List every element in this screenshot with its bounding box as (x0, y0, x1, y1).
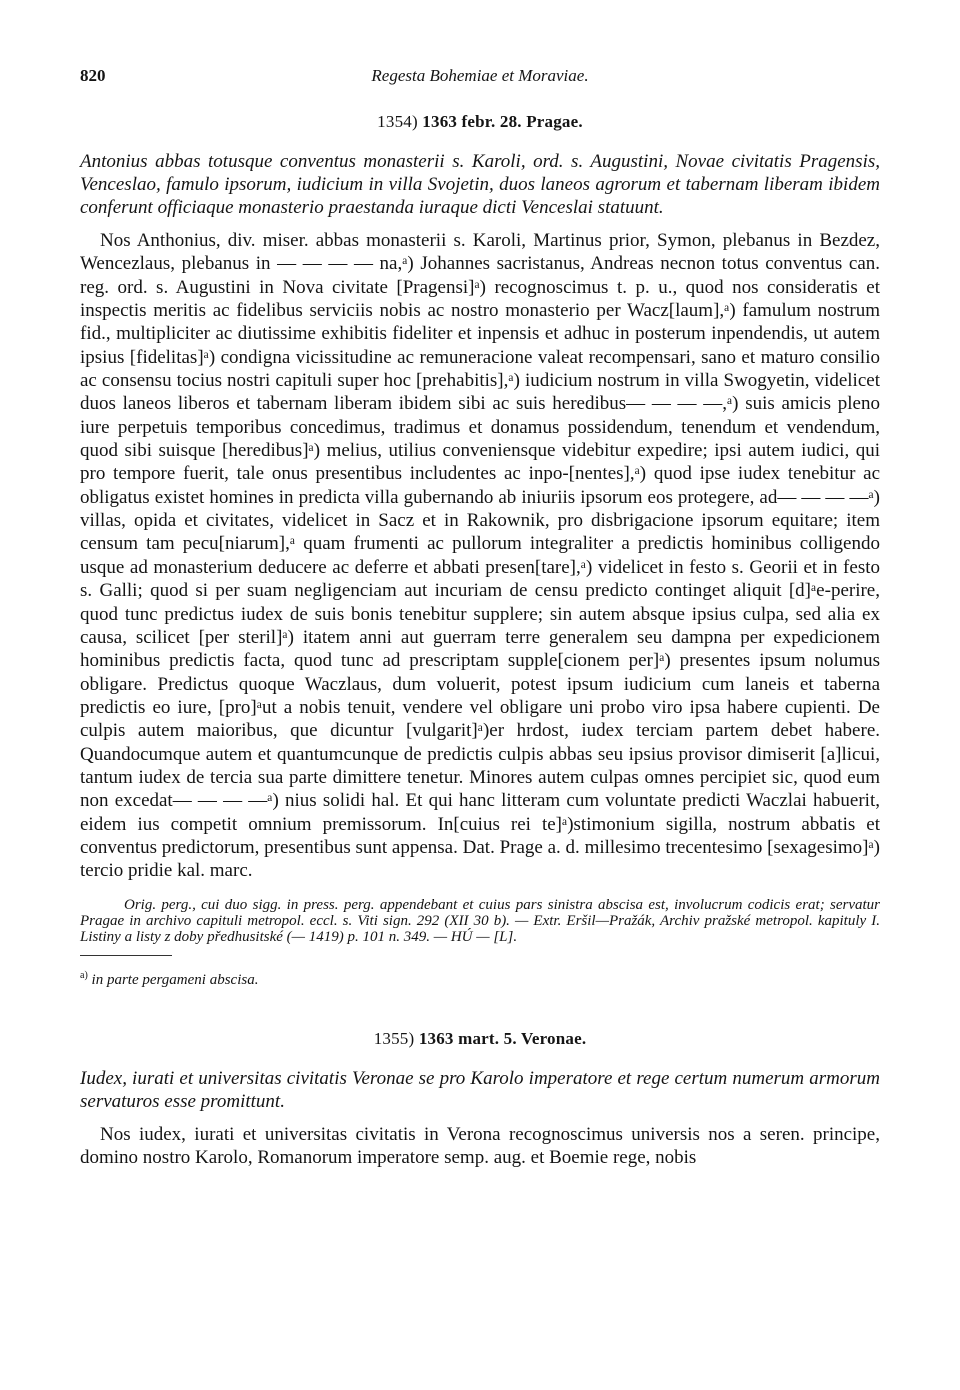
entry-number: 1355) (373, 1028, 415, 1048)
entry-regest: Antonius abbas totusque conventus monasterii s. Karoli, ord. s. Augustini, Novae civitatis Pragensis, Venceslao, famulo ipsorum, iudicium in villa Svojetin, duos laneos agrorum et tabernam liberam ibidem conferunt officiaque monasterio praestanda iuraque dicti Venceslai statuunt. (80, 151, 880, 218)
document-page (80, 58, 880, 1169)
footnote (80, 970, 880, 989)
entry-text: Nos Anthonius, div. miser. abbas monasterii s. Karoli, Martinus prior, Symon, plebanus in Bezdez, Wencezlaus, plebanus in — — — — na,ᵃ) Johannes sacristanus, Andreas necnon totus conventus can. reg. ord. s. Augustini in Nova civitate [Pragensi]ᵃ) recognoscimus t. p. u., quod nos consideratis et inspectis meritis ac fidelibus serviciis nobis ac nostro monasterio per Wacz[laum],ᵃ) famulum nostrum fid., multipliciter ac diutissime exhibitis fideliter et inpensis et adhuc in posterum inpendendis, ut autem ipsius [fidelitas]ᵃ) condigna vicissitudine ac remuneracione valeat recompensari, sano et maturo consilio ac consensu tocius nostri capituli super hoc [prehabitis],ᵃ) iudicium nostrum in villa Swogyetin, videlicet duos laneos liberos et tabernam liberam ibidem sibi ac suis heredibus— — — —,ᵃ) suis amicis pleno iure perpetuis temporibus concedimus, tradimus et donamus possidendum, tenendum et vendendum, quod sibi suisque [heredibus]ᵃ) melius, utilius conveniensque videbitur expedire; ipsi autem iudici, qui pro tempore fuerit, tale onus presentibus includentes ac inpo-[nentes],ᵃ) quod ipse iudex tenebitur ac obligatus existet homines in predicta villa gubernando ab iniuriis ipsorum eos protegere, ad— — — —ᵃ) villas, opida et civitates, videlicet in Sacz et in Rakownik, pro disbrigacione ipsorum equitare; item censum tam pecu[niarum],ᵃ quam frumenti ac pullorum integraliter a predictis hominibus colligendo usque ad monasterium deducere ac deferre et abbati presen[tare],ᵃ) videlicet in festo s. Georii et in festo s. Galli; quod si per suam negligenciam aut incuriam de censu predicto continget aliquit [d]ᵃe-perire, quod tunc predictus iudex de suis bonis tenebitur supplere; sin autem absque ipsius culpa, sed alia ex causa, scilicet [per steril]ᵃ) itatem anni aut guerram terre generalem seu dampna per expedicionem hominibus predictis facta, quod tunc ad prescriptam supple[cionem per]ᵃ) presentes ipsum nolumus obligare. Predictus quoque Waczlaus, dum voluerit, potest ipsum iudicium cum laneis et taberna predictis eo iure, [pro]ᵃut a nobis tenuit, vendere vel obligare uni probo viro ipsa habere cupienti. De culpis autem maioribus, que dicuntur [vulgarit]ᵃ)er hrdost, iudex terciam partem debet habere. Quandocumque autem et quantumcunque de predictis culpis abbas seu ipsius provisor dimiserit [a]licui, tantum iudex de tercia sua parte dimittere tenetur. Minores autem culpas omnes percipiet sic, quod eum non excedat— — — —ᵃ) nius solidi hal. Et qui hanc litteram cum voluntate predicti Waczlai habuerit, eidem ius competit omnium premissorum. In[cuius rei te]ᵃ)stimonium sigilla, nostrum abbatis et conventus predictorum, presentibus sunt appensa. Dat. Prage a. d. millesimo trecentesimo [sexagesimo]ᵃ) tercio pridie kal. marc. (80, 230, 880, 882)
entry-1354 (80, 112, 880, 989)
footnote-mark: a) (80, 969, 88, 981)
entry-regest: Iudex, iurati et universitas civitatis Veronae se pro Karolo imperatore et rege certum numerum armorum servaturos esse promittunt. (80, 1067, 880, 1112)
entry-text: Nos iudex, iurati et universitas civitatis in Verona recognoscimus universis nos a seren. principe, domino nostro Karolo, Romanorum imperatore semp. aug. et Boemie rege, nobis (80, 1123, 880, 1168)
section-gap (80, 989, 880, 1015)
entry-date-place: 1363 mart. 5. Veronae. (418, 1028, 587, 1048)
entry-heading (80, 112, 880, 132)
entry-heading (80, 1029, 880, 1049)
entry-1355 (80, 1029, 880, 1170)
entry-date-place: 1363 febr. 28. Pragae. (422, 112, 583, 131)
running-header (80, 58, 880, 98)
page-number: 820 (80, 66, 106, 85)
source-note: Orig. perg., cui duo sigg. in press. perg. appendebant et cuius pars sinistra abscisa est, involucrum codicis erat; servatur Pragae in archivo capituli metropol. eccl. s. Viti sign. 292 (XII 30 b). — Extr. Eršil—Pražák, Archiv pražské metropol. kapituly I. Listiny a listy z doby předhusitské (— 1419) p. 101 n. 349. — HÚ — [L]. (80, 896, 880, 945)
running-title: Regesta Bohemiae et Moraviae. (371, 66, 589, 85)
footnote-divider (80, 955, 172, 956)
entry-number: 1354) (377, 112, 418, 131)
footnote-text: in parte pergameni abscisa. (91, 971, 259, 988)
